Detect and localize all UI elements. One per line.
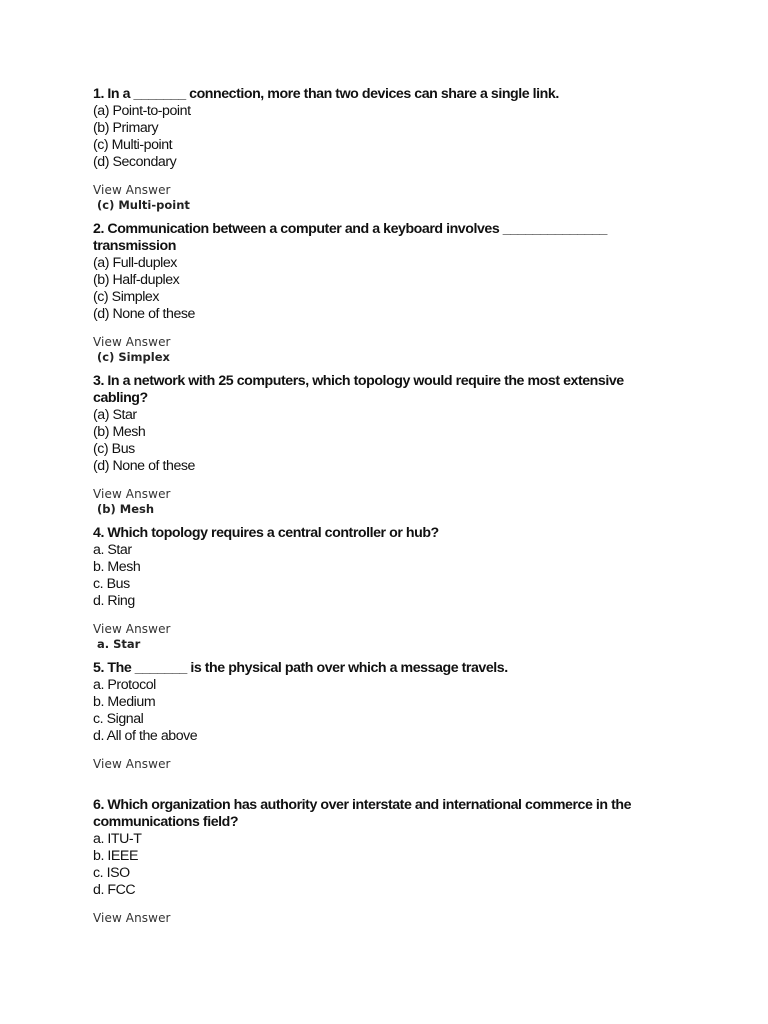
option: d. All of the above (93, 728, 198, 744)
option-list (93, 831, 653, 899)
option: a. ITU-T (93, 831, 142, 847)
question-4 (93, 525, 653, 660)
option: (a) Point-to-point (93, 103, 191, 119)
question-title: 6. Which organization has authority over interstate and international commerce in the communications field? (93, 797, 632, 830)
option: a. Star (93, 542, 132, 558)
view-answer-link[interactable]: View Answer (93, 911, 171, 925)
option: (c) Bus (93, 441, 135, 457)
question-2 (93, 221, 653, 373)
revealed-answer: a. Star (97, 637, 141, 651)
option: (c) Multi-point (93, 137, 173, 153)
option: b. Mesh (93, 559, 141, 575)
view-answer-link[interactable]: View Answer (93, 487, 171, 501)
option-list (93, 542, 653, 610)
option-list (93, 103, 653, 171)
option: (b) Primary (93, 120, 159, 136)
option: (d) None of these (93, 458, 195, 474)
option: a. Protocol (93, 677, 156, 693)
option: (d) Secondary (93, 154, 177, 170)
question-title: 1. In a _______ connection, more than two devices can share a single link. (93, 86, 559, 102)
revealed-answer: (b) Mesh (97, 502, 155, 516)
question-1 (93, 86, 653, 221)
question-6 (93, 797, 653, 926)
view-answer-link[interactable]: View Answer (93, 757, 171, 771)
question-title: 5. The _______ is the physical path over which a message travels. (93, 660, 508, 676)
option: c. Signal (93, 711, 144, 727)
question-title: 4. Which topology requires a central controller or hub? (93, 525, 439, 541)
option: (a) Full-duplex (93, 255, 177, 271)
option: b. Medium (93, 694, 156, 710)
option: d. Ring (93, 593, 135, 609)
option: (b) Mesh (93, 424, 146, 440)
option: c. Bus (93, 576, 130, 592)
question-title: 3. In a network with 25 computers, which topology would require the most extensive cabling? (93, 373, 624, 406)
option-list (93, 407, 653, 475)
option-list (93, 255, 653, 323)
option: d. FCC (93, 882, 136, 898)
option: c. ISO (93, 865, 130, 881)
revealed-answer: (c) Multi-point (97, 198, 190, 212)
option: (d) None of these (93, 306, 195, 322)
revealed-answer: (c) Simplex (97, 350, 170, 364)
option: b. IEEE (93, 848, 138, 864)
option: (c) Simplex (93, 289, 159, 305)
question-title: 2. Communication between a computer and a keyboard involves ______________ transmission (93, 221, 607, 254)
view-answer-link[interactable]: View Answer (93, 622, 171, 636)
view-answer-link[interactable]: View Answer (93, 183, 171, 197)
view-answer-link[interactable]: View Answer (93, 335, 171, 349)
option-list (93, 677, 653, 745)
question-5 (93, 660, 653, 797)
quiz-document (93, 86, 653, 926)
option: (b) Half-duplex (93, 272, 180, 288)
option: (a) Star (93, 407, 137, 423)
question-3 (93, 373, 653, 525)
